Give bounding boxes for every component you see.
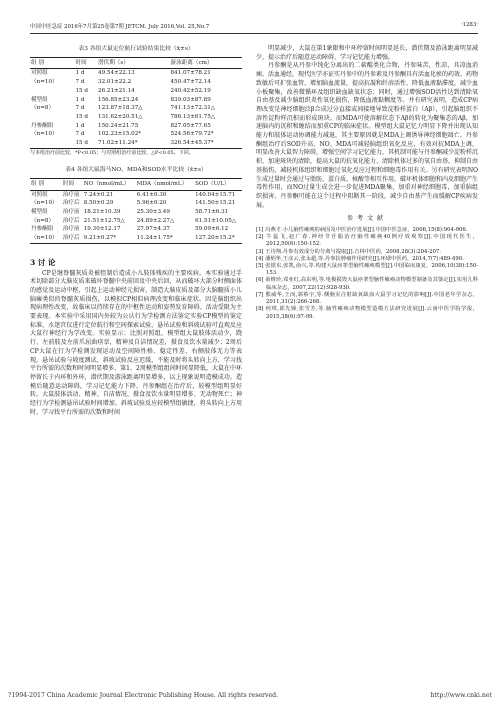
table-4-cell: 58.71±6.31	[195, 209, 229, 216]
table-3-cell: 326.54±45.37*	[170, 139, 243, 148]
table-3-cell: 7 d	[75, 105, 85, 112]
table-4-cell: 7.24±0.21	[83, 191, 114, 198]
table-4-grid	[30, 178, 242, 244]
table-4-cell: 21.51±12.75△	[83, 217, 125, 224]
table-4-row	[30, 199, 242, 208]
table-3-header-cell: 潜伏期（s）	[97, 57, 169, 69]
page-number: ·1283·	[460, 22, 478, 28]
table-3-row	[30, 122, 242, 131]
table-3-cell: 1 d	[75, 96, 85, 103]
table-4-cell: 11.24±1.75*	[136, 234, 194, 243]
table-4-header-cell: 组 别	[30, 178, 62, 190]
body-paragraph: CP是继脊髓灰质炎被控制后造成小儿肢体残疾的主要疾病。本实验通过手术切除部分大脑皮质来破坏脊髓中央前回及中央后回，从而破坏大部分时侧面体的感觉及运动中枢，引起上运动神经元损害，制造大脑皮质及部分大脑髓质小儿脑瘫类似的脊髓灰质损伤，以模拟CP相似病理改变和临床症状。因是脑组织出现病理性改变，故临床以持续存在的中枢性运动和姿势发育障碍、活动受限为主要表现。本实验中采用国内外较为公认行为学检测方法鉴定实验CP模型的鉴定标准，水迷宫仪进行定位航行和空间探索试验，悬吊试验和斜坡试验可直观反应大鼠行神经行为学改变。实验显示：比照对照组，模型组大鼠肢体活动少，跷行、左前肢及左前爪屈曲痉挛，精神及自洁情况差，摄食及饮水量减少；2周后CP大鼠在行为学检测发现运动及空间障性格、稳定性差、右侧肢体无力等表现，悬吊试验与坡度测试、斜坡试验反应迟缓，不能及时将头转向上方，学习找平台所需的次数和时间明显增多，第1、2周模型组组间时间显降低，大鼠在中环停留长于内环和外环，潜伏期及游泳距离明显增多，以上现象说明造模成功。造模后随意运动障碍，学习记忆能力下降，丹参酮组在治疗后，较模型组明显好转，大鼠肢体活动、精神、自洁情况、摄食及饮水量明显增多、无动物死亡；神经行为学检测悬吊试验时间增加、斜坡试验反应较模型组敏捷，将头转向上方用时、学习找平台所需的次数和时间	[30, 269, 242, 416]
footer-link[interactable]: http://www.cnki.net	[430, 692, 492, 699]
table-3-cell	[30, 139, 75, 148]
left-body-text	[30, 270, 242, 418]
reference-item: [3] 王诗翔.丹参有效成分的分离与提取[J].吉林中医药，2008,28(3):204-207.	[256, 248, 441, 255]
table-4-cell: 治疗前	[62, 209, 80, 216]
table-3-grid	[30, 57, 242, 149]
table-4-cell: 8.50±0.29	[83, 200, 114, 207]
table-3-header-cell: 时间	[75, 57, 98, 69]
table-4-cell: 141.50±15.21	[195, 200, 236, 207]
table-4-cell: 治疗前	[62, 191, 80, 198]
table-3-cell: 7 d	[75, 131, 85, 138]
table-3-cell: 150.24±21.75	[98, 122, 139, 129]
table-3-cell: 156.85±23.24	[98, 96, 139, 103]
table-4-cell: 治疗后	[62, 200, 80, 207]
table-3	[30, 45, 242, 156]
table-3-cell: 丹参酮组	[31, 122, 54, 129]
table-4	[30, 166, 242, 244]
table-3-cell: 1 d	[75, 122, 85, 129]
table-3-cell: 123.87±18.37△	[98, 105, 143, 112]
copyright-notice: ?1994-2017 China Academic Journal Electronic Publishing House. All rights reserved.	[8, 692, 279, 699]
table-3-cell: 841.07±78.21	[170, 70, 211, 77]
table-4-cell: 6.41±0.30	[136, 191, 167, 198]
table-4-cell: 治疗后	[62, 217, 80, 224]
table-3-cell: 对照组	[31, 70, 48, 77]
page-footer	[8, 692, 492, 699]
body-paragraph: 明显减少，大鼠在第1象限和中环停留时间明显延长，潜伏期及游泳距离明显减少，提示治疗后随意运动障碍、学习记忆能力增强。	[256, 45, 478, 61]
table-4-cell: 27.97±4.37	[136, 226, 170, 233]
table-3-row	[30, 96, 242, 105]
table-3-cell: 839.03±87.89	[170, 96, 211, 103]
table-3-row	[30, 104, 242, 113]
table-3-row	[30, 139, 242, 148]
table-3-cell: 1 d	[75, 70, 85, 77]
table-4-cell: （n=8）	[31, 217, 55, 224]
table-3-cell: 15 d	[75, 113, 88, 120]
table-4-cell: （n=10）	[31, 200, 58, 207]
reference-item: [6] 俞维珍,邓亚红,高东明,等.电极损毁大鼠痉挛型脑性瘫痪动物模型制备及其鉴定[J].实用儿科临床杂志，2007,22(12):928-930.	[256, 277, 478, 291]
body-paragraph: 丹参酮是从丹参中纯化分离出的二萜醌类化合物，丹参味苦，性凉，具凉血消痈、活血通经，现代医学亦证实丹参中的丹参素及丹参酮具有活血化瘀的药效。药物致敏后可扩张血管、增加脑血流量，提高抗凝和纤溶活性、降低血液黏滞度，减少血小板聚集，改善微循环及组织缺血缺氧状态；同时，通过增强SOD活性达到清除氧自由基及减少脑组织炎性氧化损伤，降低血液黏稠度等。并有研究表明，造成CP病理改变是神经细胞泛β合成过分直接或间接地导致淀粉样蛋白（Aβ），引起脑组织不溶性淀粉样沉积而形成斑块。而MDA可使溶解状态下Aβ的转化为聚集态的Aβ，加速脑内的沉积和缠结而加重CP的临床症状。模型组大鼠记忆力明显下降并出现认知能力和肢体运动协调能力减退，其主要原因就是MDA上调诱导神经细胞凋亡。丹参酮组治疗后SOD升高、NO、MDA可减轻脑组织氧化反应，有效对抗MDA上调，明显改善大鼠智力障碍，增强空间学习记忆能力，其机制可能与丹参酮减少淀粉样沉积、加速斑块的清除，提高大鼠的抗氧化能力、清除机体过多的氧自由基，抑制自由基损伤，减轻机体组织和细胞过氧化反应过程和细胞毒作用有关。另有研究表明NO生成过量时会通过与脂肪、蛋白质、核酸等相互作用，破坏机体细胞和内皮细胞产生毒性作用，而NO过量生成会进一步促进MDA聚集，加重对神经细胞毒，加重脑组织损害。丹参酮可能在这个过程中阻断其一阶段，减少自由基产生而缓解CP疾病发展。	[256, 62, 479, 209]
table-4-row	[30, 234, 242, 243]
table-4-cell: 59.09±6.12	[195, 226, 229, 233]
table-3-cell: 827.05±77.65	[170, 122, 211, 129]
table-3-cell: 450.47±72.14	[170, 79, 211, 86]
table-3-cell: 240.42±52.19	[170, 87, 211, 94]
reference-item: [7] 熊威华,王而,郭蔡宇,等.侧脑室注射缺氧缺血大鼠学习记忆的影响[J].中国老年学杂志，2011,31(2):266-268.	[256, 291, 478, 306]
table-3-note: 与本组治疗前比较，*P<0.05；与对照组治疗前比较，△P<0.05。下同。	[30, 149, 194, 156]
references-title: 参考文献	[346, 215, 387, 223]
table-3-row	[30, 87, 242, 96]
table-3-cell: 模型组	[31, 96, 48, 103]
right-column	[256, 45, 478, 321]
table-4-header-cell: 时间	[62, 178, 83, 190]
table-3-cell: （n=10）	[31, 131, 58, 138]
table-3-caption: 表3 各组大鼠定位航行试验结果比较（x̄±s）	[78, 46, 194, 52]
table-3-cell: 741.13±72.31△	[170, 105, 216, 112]
table-3-row	[30, 130, 242, 139]
table-3-cell: 71.02±11.24*	[97, 139, 169, 148]
table-3-cell: 49.54±22.13	[98, 70, 135, 77]
table-4-cell: 25.30±3.49	[136, 209, 170, 216]
table-3-cell: 26.21±21.14	[98, 87, 135, 94]
table-4-cell: 24.89±2.27△	[136, 217, 175, 224]
right-body-text	[256, 45, 478, 210]
table-4-header-cell: NO（nmol/mL）	[83, 178, 136, 190]
table-3-row	[30, 113, 242, 122]
table-3-cell: 786.13±61.75△	[170, 113, 216, 120]
table-4-cell: 对照组	[31, 191, 48, 198]
table-3-cell: （n=8）	[31, 105, 55, 112]
section-title: 3 讨 论	[30, 257, 56, 267]
table-3-cell	[30, 87, 75, 96]
table-4-cell: 127.20±15.2*	[194, 234, 242, 243]
table-4-cell: 61.51±10.05△	[195, 217, 237, 224]
left-column	[30, 45, 242, 418]
table-4-row	[30, 217, 242, 226]
header-rule	[30, 33, 478, 34]
reference-item: [2] 牛蕊飞,赵广春.神经节苷脂治疗脑性瘫痪40例疗效观察[J].中国现代医生，2012,50(6):150-152.	[256, 234, 478, 248]
journal-header-left: 中国中医急症 2016年7月第25卷第7期 JETCM. July 2016,Vol. 25,No.7	[30, 24, 210, 30]
table-3-cell: 131.62±20.51△	[98, 113, 143, 120]
running-header	[30, 20, 478, 32]
table-4-header-cell: MDA（nmol/mL）	[136, 178, 194, 190]
reference-item: [5] 张银东,张凯,俞兴,等.构建大鼠痉挛型脑性瘫痪模型[J].中国临床康复，2006,10(38):150-153.	[256, 263, 478, 277]
table-4-cell: 9.21±0.27*	[83, 234, 136, 243]
table-4-cell: 18.21±10.39	[83, 209, 121, 216]
references-list	[256, 227, 478, 321]
table-4-cell: 模型组	[31, 209, 48, 216]
table-3-cell: （n=10）	[31, 79, 58, 86]
table-4-cell: 5.96±0.20	[136, 200, 167, 207]
table-3-header-cell: 游泳距离（cm）	[170, 57, 243, 69]
table-3-cell: 7 d	[75, 79, 85, 86]
table-3-cell: 102.23±15.02*	[98, 131, 142, 138]
table-4-cell: 丹参酮组	[31, 226, 54, 233]
table-3-cell: 15 d	[75, 139, 98, 148]
table-3-cell: 32.01±22.2	[98, 79, 132, 86]
table-4-caption: 表4 各组大鼠海马NO、MDA和SOD水平比较（x̄±s）	[65, 167, 207, 174]
table-3-cell	[30, 113, 75, 122]
reference-item: [4] 潘炳华,王彦云,张永超,等.丹参抗肿瘤作用研究[J].环球中医药，2014,7(7):489-490.	[256, 255, 464, 262]
reference-item: [1] 冯燕才.小儿脑性瘫痪的病因及中医治疗进展[J].中国中医急症，2006,15(8):904-906.	[256, 227, 468, 234]
table-4-row	[30, 208, 242, 217]
table-4-cell: （n=10）	[30, 234, 62, 243]
table-3-cell: 15 d	[75, 87, 88, 94]
table-3-header-cell: 组 别	[30, 57, 75, 69]
table-3-row	[30, 78, 242, 87]
table-3-cell: 524.56±79.72*	[170, 131, 214, 138]
table-4-row	[30, 190, 242, 199]
table-4-cell: 治疗前	[62, 226, 80, 233]
table-4-cell: 140.04±15.71	[195, 191, 236, 198]
table-3-row	[30, 69, 242, 78]
table-4-header-cell: SOD（U/L）	[194, 178, 242, 190]
table-4-cell: 19.30±12.17	[83, 226, 121, 233]
reference-item: [8] 何琪,邱先娣,张雪芳,等.脑性瘫痪动物模型造模方法研究进展[J].云南中医学院学报，2015,38(6):97-99.	[256, 306, 478, 320]
table-4-cell: 治疗后	[62, 234, 83, 243]
table-4-row	[30, 225, 242, 234]
